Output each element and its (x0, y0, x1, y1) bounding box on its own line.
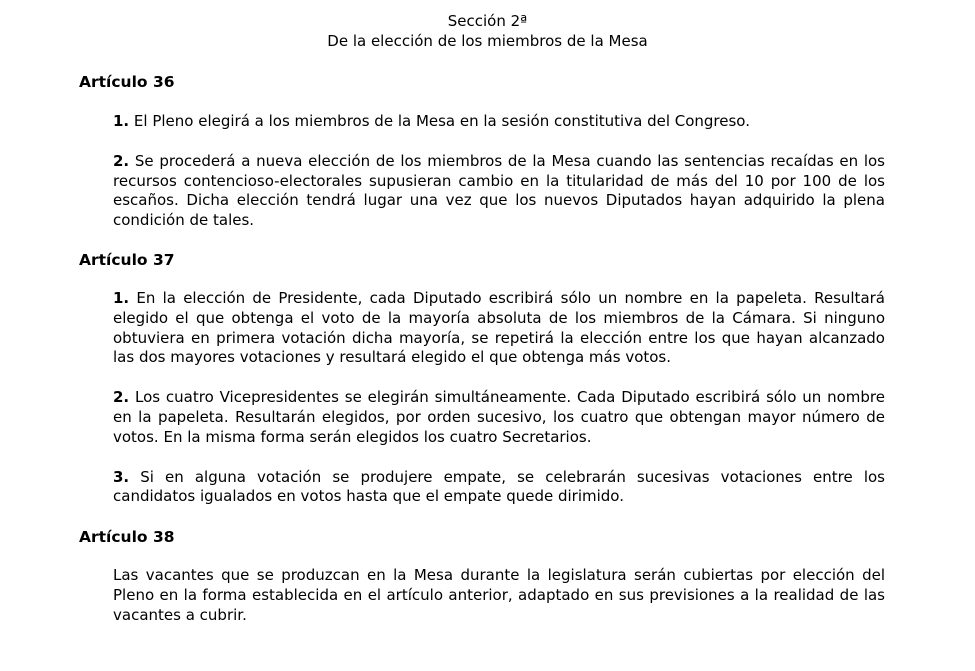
section-heading (0, 11, 975, 51)
paragraph-number: 1. (113, 288, 130, 307)
article-paragraph (0, 566, 885, 625)
paragraph-text: El Pleno elegirá a los miembros de la Mesa en la sesión constitutiva del Congreso. (133, 112, 750, 130)
paragraph-number: 1. (113, 112, 130, 130)
article-paragraph (0, 289, 885, 368)
paragraph-text: Se procederá a nueva elección de los miembros de la Mesa cuando las sentencias recaídas en los recursos contencioso-electorales supusieran cambio en la titularidad de más del 10 por 100 de los escaños. Dicha elección tendrá lugar una vez que los nuevos Diputados hayan adquirido la plena condición de tales. (113, 151, 885, 230)
article-paragraph (0, 152, 885, 231)
article-paragraph (0, 388, 885, 447)
article-title: Artículo 37 (79, 250, 175, 269)
paragraph-text: Las vacantes que se produzcan en la Mesa durante la legislatura serán cubiertas por elección del Pleno en la forma establecida en el artículo anterior, adaptado en sus previsiones a la realidad de las vacantes a cubrir. (113, 566, 885, 624)
paragraph-number: 2. (113, 388, 130, 407)
article-37 (0, 250, 975, 507)
paragraph-number: 2. (113, 151, 130, 170)
article-paragraph (0, 468, 885, 508)
section-number: Sección 2ª (447, 12, 528, 30)
article-paragraph (0, 112, 885, 132)
paragraph-text: Los cuatro Vicepresidentes se elegirán simultáneamente. Cada Diputado escribirá sólo un nombre en la papeleta. Resultarán elegidos, por orden sucesivo, los cuatro que obtengan mayor número de votos. En la misma forma serán elegidos los cuatro Secretarios. (113, 388, 885, 446)
article-title: Artículo 38 (79, 528, 175, 547)
article-36 (0, 72, 975, 231)
paragraph-text: En la elección de Presidente, cada Diputado escribirá sólo un nombre en la papeleta. Resultará elegido el que obtenga el voto de la mayoría absoluta de los miembros de la Cámara. Si ninguno obtuviera en primera votación dicha mayoría, se repetirá la elección entre los que hayan alcanzado las dos mayores votaciones y resultará elegido el que obtenga más votos. (113, 288, 885, 367)
paragraph-text: Si en alguna votación se produjere empate, se celebrarán sucesivas votaciones entre los candidatos igualados en votos hasta que el empate quede dirimido. (113, 467, 885, 506)
article-title: Artículo 36 (79, 73, 175, 91)
paragraph-number: 3. (113, 467, 130, 486)
section-title: De la elección de los miembros de la Mesa (327, 32, 648, 50)
article-38 (0, 527, 975, 625)
